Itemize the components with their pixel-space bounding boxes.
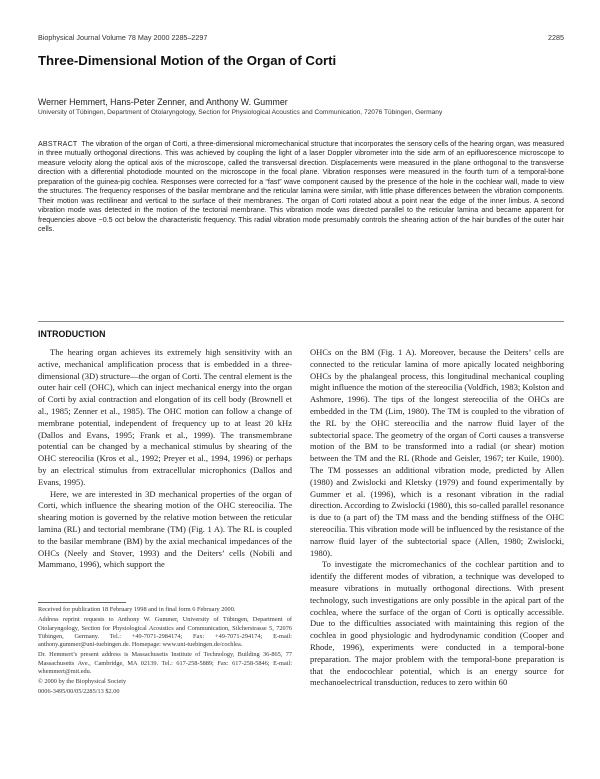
section-heading: INTRODUCTION: [38, 329, 106, 339]
footnote-divider: [38, 602, 126, 603]
footnote-reprint-address: Address reprint requests to Anthony W. Gummer, University of Tübingen, Department of Otolaryngology, Section for Physiological Acoustics and Communication, Silcherstrasse 5, 72076 Tübingen, Germany. Tel.: +49-7071-2984174; Fax: +49-7071-294174; E-mail: anthony.gummer@uni-tuebingen.de. Homepage: www.uni-tuebingen.de/cochlea.: [38, 616, 292, 648]
footnotes: [38, 606, 292, 699]
right-column: [310, 347, 564, 689]
section-divider: [38, 321, 564, 322]
paragraph: To investigate the micromechanics of the cochlear partition and to identify the different modes of vibration, a technique was developed to measure vibrations in mutually orthogonal directions. With present technology, such investigations are only possible in the apical part of the cochlea, where the surface of the organ of Corti is optically accessible. Due to the difficulties associated with maintaining this region of the cochlea in good physiologic and hydrodynamic condition (Cooper and Rhode, 1996), experiments were conducted in a temporal-bone preparation. The major problem with the temporal-bone preparation is that the endocochlear potential, which is an energy source for mechanoelectrical transduction, reduces to zero within 60: [310, 559, 564, 688]
footnote-present-address: Dr. Hemmert’s present address is Massachusetts Institute of Technology, Building 36-865, 77 Massachusetts Ave., Cambridge, MA 02139. Tel.: 617-258-5889; Fax: 617-258-5846; E-mail: whemmert@mit.edu.: [38, 651, 292, 675]
abstract-text: The vibration of the organ of Corti, a three-dimensional micromechanical structure that incorporates the sensory cells of the hearing organ, was measured in three mutually orthogonal directions. This was achieved by coupling the light of a laser Doppler vibrometer into the side arm of an epifluorescence microscope to measure velocity along the optical axis of the microscope, called the transversal direction. Displacements were measured in the plane orthogonal to the transverse direction with a differential photodiode mounted on the microscope in the focal plane. Vibration responses were measured in the fourth turn of a temporal-bone preparation of the guinea-pig cochlea. Responses were corrected for a “fast” wave component caused by the presence of the hole in the cochlear wall, made to view the structures. The frequency responses of the basilar membrane and the reticular lamina were similar, with little phase differences between the vibration components. Their motion was rectilinear and vertical to the surface of their membranes. The organ of Corti rotated about a point near the edge of the inner limbus. A second vibration mode was detected in the motion of the tectorial membrane. This vibration mode was directed parallel to the reticular lamina and became apparent for frequencies above ~0.5 oct below the characteristic frequency. This radial vibration mode presumably controls the shearing action of the hair bundles of the outer hair cells.: [38, 140, 564, 234]
abstract-label: ABSTRACT: [38, 140, 78, 148]
left-column: [38, 347, 292, 571]
affiliation: University of Tübingen, Department of Otolaryngology, Section for Physiological Acoustics and Communication, 72076 Tübingen, Germany: [38, 109, 443, 116]
footnote-received: Received for publication 18 February 1998 and in final form 6 February 2000.: [38, 606, 236, 613]
paragraph: Here, we are interested in 3D mechanical properties of the organ of Corti, which influence the shearing motion of the OHC stereocilia. The shearing motion is governed by the relative motion between the reticular lamina (RL) and tectorial membrane (TM) (Fig. 1 A). The RL is coupled to the basilar membrane (BM) by the axial mechanical impedances of the OHCs (Neely and Stover, 1993) and the Deiters’ cells (Nobili and Mammano, 1996), which support the: [38, 488, 292, 570]
footnote-issn: 0006-3495/00/05/2285/13 $2.00: [38, 688, 120, 696]
authors: Werner Hemmert, Hans-Peter Zenner, and Anthony W. Gummer: [38, 97, 288, 107]
footnote-copyright: © 2000 by the Biophysical Society: [38, 678, 127, 685]
paragraph: OHCs on the BM (Fig. 1 A). Moreover, because the Deiters’ cells are connected to the reticular lamina of more apically located neighboring OHCs by the phalangeal process, this longitudinal mechanical coupling might influence the motion of the stereocilia (Voldřich, 1983; Kolston and Ashmore, 1996). The tips of the longest stereocilia of the OHCs are embedded in the TM (Lim, 1980). The TM is coupled to the vibration of the RL by the OHC stereocilia and the narrow fluid layer of the subtectorial space. The geometry of the organ of Corti causes a transverse motion of the BM to be transformed into a radial (or shear) motion between the TM and the RL (Rhode and Geisler, 1967; ter Kuile, 1900). The TM possesses an additional vibration mode, predicted by Allen (1980) and Zwislocki and Kletsky (1979) and found experimentally by Gummer et al. (1996), which is a resonant vibration in the radial direction. According to Zwislocki (1980), this so-called parallel resonance is due to (a part of) the TM mass and the bending stiffness of the OHC stereocilia. This vibration mode will be influenced by the resistance of the narrow fluid layer of the subtectorial space (Allen, 1980; Zwislocki, 1980).: [310, 347, 564, 558]
paragraph: The hearing organ achieves its extremely high sensitivity with an active, mechanical amplification process that is embedded in a three-dimensional (3D) structure—the organ of Corti. The central element is the outer hair cell (OHC), which can inject mechanical energy into the organ of Corti by axial contraction and elongation of its cell body (Brownell et al., 1985; Zenner et al., 1985). The OHC motion can follow a change of membrane potential, independent of frequency up to at least 20 kHz (Dallos and Evans, 1995; Frank et al., 1999). The transmembrane potential can be changed by a mechanical stimulus by shearing of the OHC stereocilia (Kros et al., 1992; Preyer et al., 1994, 1996) or perhaps by an electrical stimulus from extracellular microphonics (Dallos and Evans, 1995).: [38, 347, 292, 487]
journal-info: Biophysical Journal Volume 78 May 2000 2285–2297: [38, 33, 208, 42]
abstract: [38, 140, 564, 235]
page-number: 2285: [548, 33, 564, 42]
article-title: Three-Dimensional Motion of the Organ of Corti: [38, 53, 337, 68]
